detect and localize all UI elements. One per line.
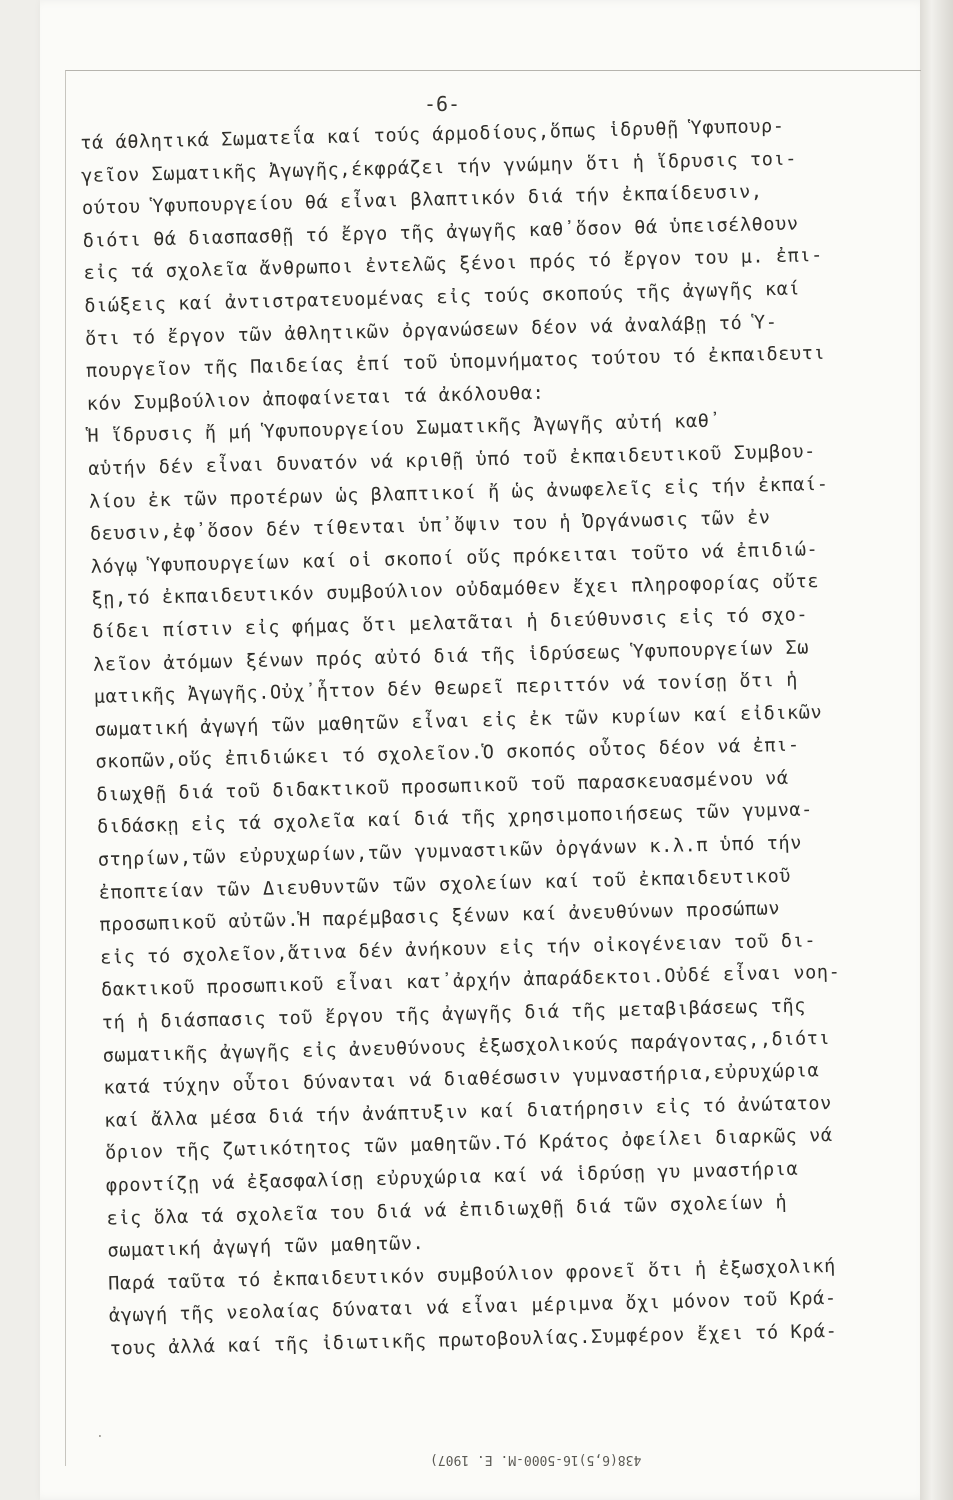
text-line: δακτικοῦ προσωπικοῦ εἶναι κατ᾽ἀρχήν ἀπαράδεκτοι.Οὐδέ εἶναι νοη-	[100, 962, 841, 1002]
text-line: ξῃ,τό ἐκπαιδευτικόν συμβούλιον οὐδαμόθεν ἔχει πληροφορίας οὔτε	[91, 571, 820, 611]
text-line: αὑτήν δέν εἶναι δυνατόν νά κριθῇ ὑπό τοῦ ἐκπαιδευτικοῦ Συμβου-	[88, 441, 817, 480]
text-line: Ἡ ἵδρυσις ἤ μή Ὑφυπουργείου Σωματικῆς Ἀγωγῆς αὐτή καθ᾽	[87, 410, 722, 448]
text-line: ἐποπτείαν τῶν Διευθυντῶν τῶν σχολείων καί τοῦ ἐκπαιδευτικοῦ	[98, 865, 792, 904]
margin-stamp	[8, 300, 34, 1500]
page-number: -6-	[423, 92, 461, 116]
text-line: σωματική ἀγωγή τῶν μαθητῶν.	[107, 1233, 425, 1262]
text-line: εἰς τά σχολεῖα ἄνθρωποι ἐντελῶς ξένοι πρός τό ἔργον του μ. ἐπι-	[83, 245, 824, 285]
text-line: γεῖον Σωματικῆς Ἀγωγῆς,έκφράζει τήν γνώμην ὅτι ἡ ἵδρυσις τοι-	[80, 148, 798, 187]
text-line: καί ἄλλα μέσα διά τήν ἀνάπτυξιν καί διατήρησιν εἰς τό ἀνώτατον	[104, 1092, 833, 1132]
text-line: σωματική ἀγωγή τῶν μαθητῶν εἶναι εἰς ἐκ τῶν κυρίων καί εἰδικῶν	[94, 701, 823, 741]
text-line: τή ἡ διάσπασις τοῦ ἔργου τῆς ἀγωγῆς διά τῆς μεταβιβάσεως τῆς	[101, 995, 807, 1034]
text-line: τους ἀλλά καί τῆς ἰδιωτικῆς πρωτοβουλίας.Συμφέρον ἔχει τό Κρά-	[109, 1320, 838, 1360]
text-line: ὅριον τῆς ζωτικότητος τῶν μαθητῶν.Τό Κράτος ὀφείλει διαρκῶς νά	[104, 1125, 833, 1165]
text-line: διωχθῇ διά τοῦ διδακτικοῦ προσωπικοῦ τοῦ παρασκευασμένου νά	[96, 767, 789, 806]
text-line: διδάσκῃ εἰς τά σχολεῖα καί διά τῆς χρησιμοποιήσεως τῶν γυμνα-	[96, 799, 814, 839]
text-line: ὅτι τό ἔργον τῶν ἀθλητικῶν ὀργανώσεων δέον νά ἀναλάβῃ τό Ὑ-	[84, 311, 778, 350]
text-line: προσωπικοῦ αὐτῶν.Ἡ παρέμβασις ξένων καί ἀνευθύνων προσώπων	[99, 898, 781, 937]
text-line: κόν Συμβούλιον ἀποφαίνεται τά ἀκόλουθα:	[86, 382, 545, 415]
text-line: διώξεις καί ἀντιστρατευομένας εἰς τούς σκοπούς τῆς ἀγωγῆς καί	[84, 278, 801, 317]
text-line: εἰς ὅλα τά σχολεῖα του διά νά ἐπιδιωχθῇ διά τῶν σχολείων ἡ	[106, 1191, 788, 1230]
text-line: διότι θά διασπασθῇ τό ἔργο τῆς ἀγωγῆς καθ᾽ὅσον θά ὑπεισέλθουν	[82, 213, 799, 252]
corner-mark: .	[96, 1426, 104, 1441]
text-line: λίου ἐκ τῶν προτέρων ὡς βλαπτικοί ἤ ὡς ἀνωφελεῖς εἰς τήν ἐκπαί-	[88, 473, 829, 513]
text-line: λεῖον ἀτόμων ξένων πρός αὐτό διά τῆς ἱδρύσεως Ὑφυπουργείων Σω	[92, 636, 810, 676]
text-line: στηρίων,τῶν εὐρυχωρίων,τῶν γυμναστικῶν ὀργάνων κ.λ.π ὑπό τήν	[97, 832, 803, 871]
text-line: ματικῆς Ἀγωγῆς.Οὐχ᾽ἧττον δέν θεωρεῖ περιττόν νά τονίσῃ ὅτι ἡ	[93, 669, 799, 708]
text-line: σωματικῆς ἀγωγῆς εἰς ἀνευθύνους ἐξωσχολικούς παράγοντας,,διότι	[102, 1027, 831, 1067]
text-line: Παρά ταῦτα τό ἐκπαιδευτικόν συμβούλιον φρονεῖ ὅτι ἡ ἐξωσχολική	[107, 1255, 837, 1295]
printer-footer: 438(6,5)16-5000-M. E. 1907)	[430, 1452, 642, 1467]
text-line: εἰς τό σχολεῖον,ἅτινα δέν ἀνήκουν εἰς τήν οἰκογένειαν τοῦ δι-	[100, 930, 817, 969]
body-text	[80, 107, 950, 1366]
text-line: ούτου Ὑφυπουργείου θά εἶναι βλαπτικόν διά τήν ἐκπαίδευσιν,	[81, 181, 763, 220]
text-line: κατά τύχην οὗτοι δύνανται νά διαθέσωσιν γυμναστήρια,εὐρυχώρια	[103, 1060, 820, 1099]
text-line: δίδει πίστιν εἰς φήμας ὅτι μελατᾶται ἡ διεύθυνσις εἰς τό σχο-	[92, 604, 809, 643]
text-line: φροντίζῃ νά ἐξασφαλίσῃ εὐρυχώρια καί νά ἱδρύσῃ γυ μναστήρια	[105, 1158, 799, 1197]
text-line: λόγῳ Ὑφυπουργείων καί οἱ σκοποί οὕς πρόκειται τοῦτο νά ἐπιδιώ-	[90, 538, 819, 578]
text-line: σκοπῶν,οὕς ἐπιδιώκει τό σχολεῖον.Ὁ σκοπός οὗτος δέον νά ἐπι-	[95, 734, 800, 774]
text-line: ἀγωγή τῆς νεολαίας δύναται νά εἶναι μέριμνα ὄχι μόνον τοῦ Κρά-	[108, 1288, 837, 1328]
text-line: πουργεῖον τῆς Παιδείας ἐπί τοῦ ὑπομνήματος τούτου τό ἐκπαιδευτι	[85, 343, 826, 383]
text-line: δευσιν,ἐφ᾽ὅσον δέν τίθενται ὑπ᾽ὄψιν του ἡ Ὀργάνωσις τῶν ἐν	[89, 507, 771, 546]
text-line: τά άθλητικά Σωματεΐα καί τούς άρμοδίους,ὅπως ἱδρυθῇ Ὑφυπουρ-	[80, 115, 785, 154]
